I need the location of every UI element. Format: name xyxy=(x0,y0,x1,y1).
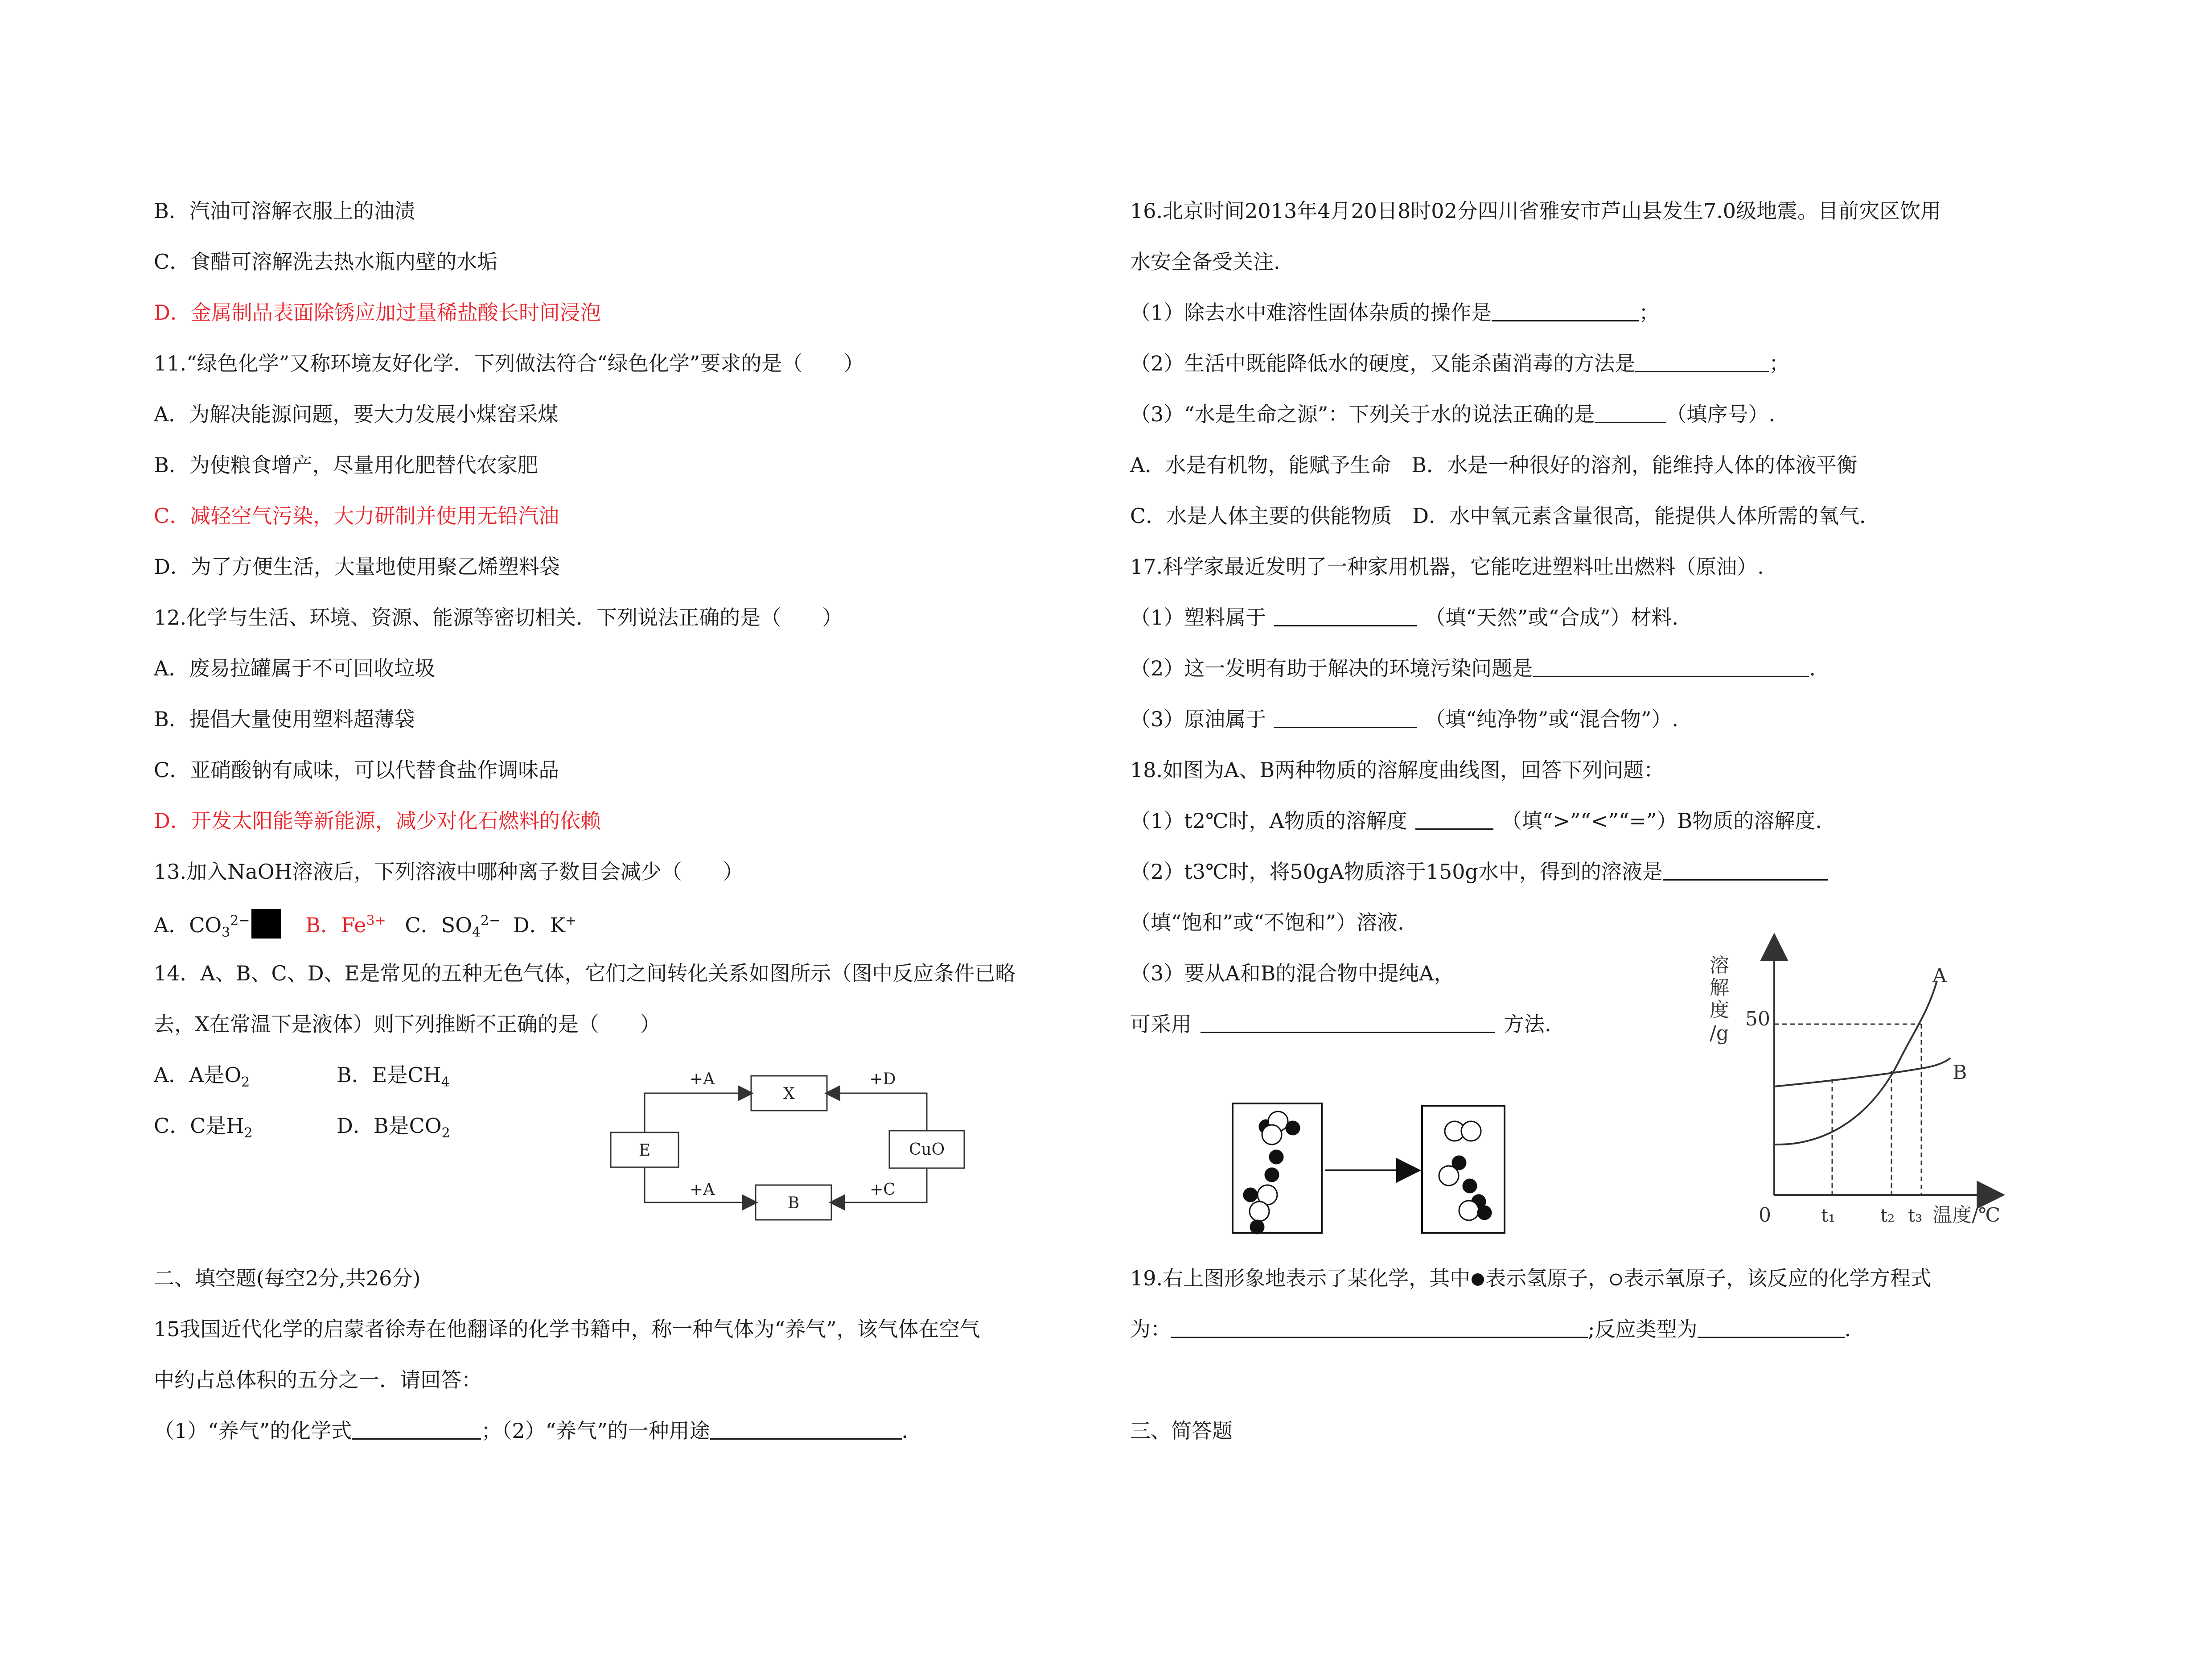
oxygen-atom xyxy=(1461,1121,1481,1141)
oxygen-atom xyxy=(1439,1166,1459,1186)
series-label-a: A xyxy=(1932,964,1947,987)
q11-option-b: B．为使粮食增产，尽量用化肥替代农家肥 xyxy=(154,453,538,477)
oxygen-atom xyxy=(1262,1125,1282,1144)
hydrogen-atom xyxy=(1244,1188,1257,1202)
q16-stem-line2: 水安全备受关注. xyxy=(1130,250,1280,274)
q15-stem-line2: 中约占总体积的五分之一．请回答： xyxy=(154,1368,482,1392)
y-axis-label-char: 度 xyxy=(1710,999,1729,1021)
box-e-label: E xyxy=(638,1141,651,1160)
box-b-label: B xyxy=(787,1194,800,1212)
answer-blank xyxy=(1663,859,1828,881)
answer-blank xyxy=(1595,401,1666,423)
series-label-b: B xyxy=(1953,1061,1967,1084)
section3-title: 三、简答题 xyxy=(1130,1419,1233,1443)
q14-stem-line2: 去，X在常温下是液体）则下列推断不正确的是（ ） xyxy=(154,1012,661,1036)
q16-part1: （1）除去水中难溶性固体杂质的操作是 ； xyxy=(1130,301,1660,325)
q14-conversion-diagram xyxy=(602,1061,994,1231)
q11-stem: 11.“绿色化学”又称环境友好化学．下列做法符合“绿色化学”要求的是（ ） xyxy=(154,351,864,375)
q14-option-b: B．E是$CH_4$ xyxy=(337,1063,450,1091)
q14-option-a: A．A是$O_2$ xyxy=(154,1063,250,1091)
redaction-block xyxy=(251,909,281,939)
q13-option-c: C．$SO_4^{2-}$ xyxy=(405,913,501,941)
solubility-curve-chart xyxy=(1685,927,2028,1239)
hydrogen-atom xyxy=(1478,1206,1491,1219)
q10-option-c: C．食醋可溶解洗去热水瓶内壁的水垢 xyxy=(154,250,498,274)
q13-options xyxy=(154,909,576,939)
answer-blank xyxy=(1533,655,1809,677)
label-top-left: +A xyxy=(689,1070,715,1088)
q12-option-a: A．废易拉罐属于不可回收垃圾 xyxy=(154,656,436,680)
oxygen-atom xyxy=(1250,1202,1269,1221)
curve-b xyxy=(1774,1058,1950,1087)
answer-blank xyxy=(1492,300,1639,321)
hydrogen-atom xyxy=(1286,1121,1299,1135)
box-x-label: X xyxy=(783,1085,795,1103)
q16-stem-line1: 16.北京时间2013年4月20日8时02分四川省雅安市芦山县发生7.0级地震。目前灾区饮用 xyxy=(1130,199,1941,223)
q17-part2: （2）这一发明有助于解决的环境污染问题是 . xyxy=(1130,656,1816,680)
answer-blank xyxy=(1274,605,1417,626)
answer-blank xyxy=(1635,350,1769,372)
q18-part2-cont: （填“饱和”或“不饱和”）溶液. xyxy=(1130,910,1404,934)
q11-option-c: C．减轻空气污染，大力研制并使用无铅汽油 xyxy=(154,504,559,528)
q13-option-b: B．$Fe^{3+}$ xyxy=(305,913,386,937)
q18-part3-cont: 可采用 方法. xyxy=(1130,1012,1551,1036)
y-axis-label-char: 溶 xyxy=(1710,954,1729,977)
q19-line2: 为： ;反应类型为 . xyxy=(1130,1317,1851,1341)
x-origin-label: 0 xyxy=(1759,1204,1771,1227)
q18-part2: （2）t3℃时，将50gA物质溶于150g水中，得到的溶液是 xyxy=(1130,858,1828,885)
q16-part2: （2）生活中既能降低水的硬度，又能杀菌消毒的方法是 ； xyxy=(1130,351,1790,375)
q11-option-d: D．为了方便生活，大量地使用聚乙烯塑料袋 xyxy=(154,555,560,579)
y-tick-50: 50 xyxy=(1745,1008,1770,1030)
q15-stem-line1: 15我国近代化学的启蒙者徐寿在他翻译的化学书籍中，称一种气体为“养气”，该气体在空气 xyxy=(154,1317,980,1341)
label-top-right: +D xyxy=(869,1070,896,1088)
box-cuo-label: CuO xyxy=(909,1140,945,1159)
q16-options-cd: C．水是人体主要的供能物质 D．水中氧元素含量很高，能提供人体所需的氧气． xyxy=(1130,504,1880,528)
q10-option-b: B．汽油可溶解衣服上的油渍 xyxy=(154,199,415,223)
q10-option-d: D．金属制品表面除锈应加过量稀盐酸长时间浸泡 xyxy=(154,301,601,325)
answer-blank xyxy=(1201,1011,1495,1033)
answer-blank xyxy=(1274,706,1417,728)
q17-part1: （1）塑料属于 （填“天然”或“合成”）材料. xyxy=(1130,605,1678,630)
x-tick-t3: t₃ xyxy=(1908,1206,1923,1226)
q17-stem: 17.科学家最近发明了一种家用机器，它能吃进塑料吐出燃料（原油）. xyxy=(1130,555,1764,579)
oxygen-atom-symbol xyxy=(1608,1272,1624,1287)
q19-line1: 19.右上图形象地表示了某化学，其中 表示氢原子， 表示氧原子，该反应的化学方程式 xyxy=(1130,1266,1932,1290)
q14-option-c: C．C是$H_2$ xyxy=(154,1114,253,1141)
oxygen-atom xyxy=(1459,1201,1479,1220)
hydrogen-atom-symbol xyxy=(1470,1272,1485,1287)
q12-option-c: C．亚硝酸钠有咸味，可以代替食盐作调味品 xyxy=(154,758,559,782)
y-axis-label-char: /g xyxy=(1710,1022,1729,1045)
q13-stem: 13.加入NaOH溶液后，下列溶液中哪种离子数目会减少（ ） xyxy=(154,860,744,884)
q12-stem: 12.化学与生活、环境、资源、能源等密切相关．下列说法正确的是（ ） xyxy=(154,605,843,630)
section2-title: 二、填空题(每空2分,共26分) xyxy=(154,1266,421,1290)
hydrogen-atom xyxy=(1270,1150,1283,1164)
hydrogen-atom xyxy=(1265,1168,1279,1181)
answer-blank xyxy=(352,1418,481,1440)
hydrogen-atom xyxy=(1250,1220,1264,1234)
answer-blank xyxy=(710,1418,902,1440)
arrow-e-to-x xyxy=(645,1093,751,1132)
molecule-reaction-diagram xyxy=(1224,1095,1518,1242)
q16-options-ab: A．水是有机物，能赋予生命 B．水是一种很好的溶剂，能维持人体的体液平衡 xyxy=(1130,453,1858,477)
q15-blanks: （1）“养气”的化学式 ；（2）“养气”的一种用途 ． xyxy=(154,1419,922,1443)
hydrogen-atom xyxy=(1463,1179,1476,1193)
x-tick-t1: t₁ xyxy=(1821,1206,1836,1226)
y-axis-label-char: 解 xyxy=(1710,976,1729,999)
q12-option-d: D．开发太阳能等新能源，减少对化石燃料的依赖 xyxy=(154,809,601,833)
q17-part3: （3）原油属于 （填“纯净物”或“混合物”）. xyxy=(1130,707,1678,731)
q18-part3: （3）要从A和B的混合物中提纯A， xyxy=(1130,961,1455,985)
curve-a xyxy=(1774,981,1937,1144)
q14-stem-line1: 14．A、B、C、D、E是常见的五种无色气体，它们之间转化关系如图所示（图中反应条件已略 xyxy=(154,961,1016,985)
x-tick-t2: t₂ xyxy=(1880,1206,1895,1226)
q18-part1: （1）t2℃时，A物质的溶解度 （填“>”“<”“=”）B物质的溶解度. xyxy=(1130,809,1822,833)
label-bottom-right: +C xyxy=(870,1181,896,1199)
answer-blank xyxy=(1415,808,1493,830)
x-axis-label: 温度/℃ xyxy=(1932,1204,2001,1227)
label-bottom-left: +A xyxy=(689,1181,715,1199)
q14-option-d: D．B是$CO_2$ xyxy=(337,1114,450,1141)
answer-blank xyxy=(1698,1316,1845,1338)
q16-part3: （3）“水是生命之源”：下列关于水的说法正确的是 （填序号）. xyxy=(1130,402,1775,426)
q13-option-a: A．$CO_3^{2-}$ xyxy=(154,913,250,941)
q11-option-a: A．为解决能源问题，要大力发展小煤窑采煤 xyxy=(154,402,559,426)
answer-blank xyxy=(1171,1316,1588,1338)
q13-option-d: D．K+ xyxy=(513,913,577,937)
arrow-cuo-to-x xyxy=(827,1093,927,1131)
q12-option-b: B．提倡大量使用塑料超薄袋 xyxy=(154,707,415,731)
q18-stem: 18.如图为A、B两种物质的溶解度曲线图，回答下列问题： xyxy=(1130,758,1665,782)
